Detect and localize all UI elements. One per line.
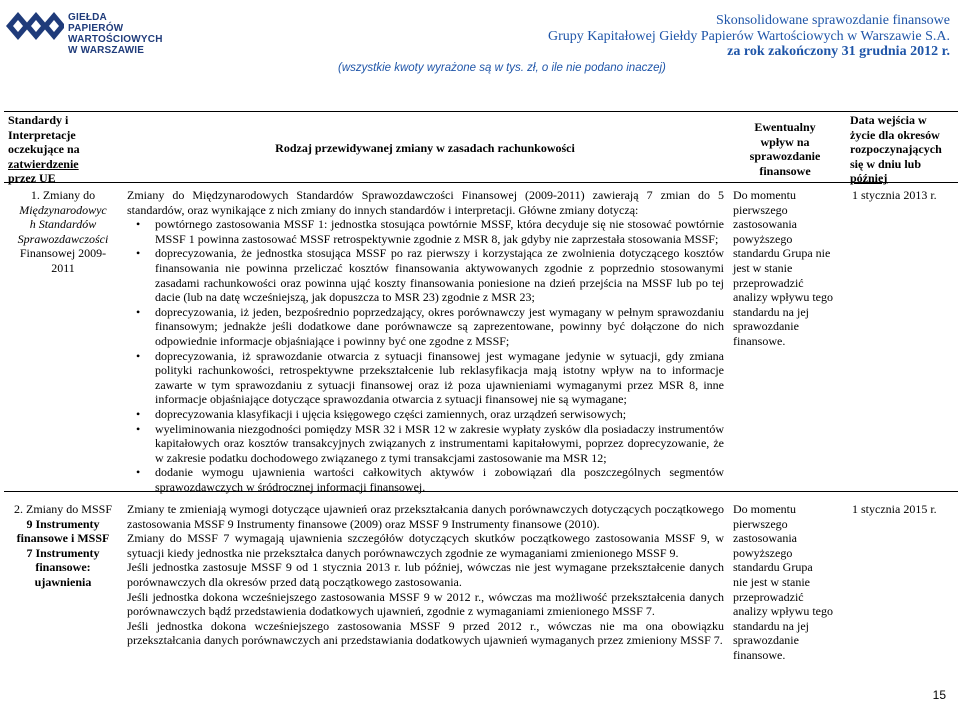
col-header-effective-date: Data wejścia w życie dla okresów rozpoczynających się w dniu lub później xyxy=(850,113,942,186)
list-item: • wyeliminowania niezgodności pomiędzy MSR 32 i MSR 12 w zakresie wypłaty zysków dla posiadaczy instrumentów kapitałowych oraz kosztów transakcyjnych związanych z instrumentami kapitałowymi, poprzez doprecyzowanie, że w zakresie podatku dochodowego związanego z tymi transakcjami zastosowanie ma MSR 12; xyxy=(155,422,724,466)
paragraph: Zmiany do MSSF 7 wymagają ujawnienia szczegółów dotyczących skutków początkowego zastosowania MSSF 9, w sytuacji kiedy jednostka nie przekształca danych porównawczych zgodnie ze wymaganiami zmienionego MSSF 9. xyxy=(127,531,724,560)
row1-change-description xyxy=(127,188,724,494)
gpw-logo-mark-icon xyxy=(4,4,64,48)
list-item: • doprecyzowania klasyfikacji i ujęcia księgowego części zamiennych, oraz urządzeń serwisowych; xyxy=(155,407,724,422)
row1-bullet-list xyxy=(127,217,724,494)
table-rule-header-bottom xyxy=(4,182,958,183)
paragraph: Jeśli jednostka dokona wcześniejszego zastosowania MSSF 9 przed 2012 r., wówczas nie ma ona obowiązku przekształcania danych porównawczych ani przedstawiania dodatkowych ujawnień wymaganych przez zmieniony MSSF 7. xyxy=(127,618,724,648)
logo-wordmark: GIEŁDA PAPIERÓW WARTOŚCIOWYCH W WARSZAWIE xyxy=(68,12,163,56)
row2-impact: Do momentu pierwszego zastosowania powyższego standardu Grupa nie jest w stanie przeprowadzić analizy wpływu tego standardu na jej sprawozdanie finansowe. xyxy=(733,502,833,662)
page-number: 15 xyxy=(932,688,946,702)
paragraph: Jeśli jednostka dokona wcześniejszego zastosowania MSSF 9 w 2012 r., wówczas ma możliwość przekształcenia danych porównawczych bądź przedstawienia dodatkowych ujawnień, zgodnie z wymaganiami zmienionego MSSF 7. xyxy=(127,589,724,619)
col-header-standards: Standardy i Interpretacje oczekujące na zatwierdzenie przez UE xyxy=(8,113,80,186)
row2-standard: 2. Zmiany do MSSF 9 Instrumenty finansowe i MSSF 7 Instrumenty finansowe: ujawnienia xyxy=(13,502,112,589)
paragraph: Jeśli jednostka zastosuje MSSF 9 od 1 stycznia 2013 r. lub później, wówczas nie jest wymagane przekształcenie danych porównawczych dla okresów przed datą początkowego zastosowania. xyxy=(127,560,724,589)
gpw-logo xyxy=(4,4,163,56)
list-item: • powtórnego zastosowania MSSF 1: jednostka stosująca powtórnie MSSF, która decyduje się nie stosować powtórnie MSSF 1 powinna zastosować MSSF retrospektywnie zgodnie z MSR 8, jak gdyby nie zaprzestała stosowania MSSF; xyxy=(155,217,724,246)
row2-effective-date: 1 stycznia 2015 r. xyxy=(852,502,937,516)
report-title-line2: Grupy Kapitałowej Giełdy Papierów Wartościowych w Warszawie S.A. xyxy=(548,28,950,44)
col-header-change: Rodzaj przewidywanej zmiany w zasadach rachunkowości xyxy=(275,141,575,155)
report-title-line3: za rok zakończony 31 grudnia 2012 r. xyxy=(727,44,950,59)
list-item: • doprecyzowania, że jednostka stosująca MSSF po raz pierwszy i korzystająca ze zwolnienia dotyczącego kosztów finansowania nie powinna przeliczać kosztów finansowania aktywowanych zgodnie z poprzednio stosowanymi zasadami rachunkowości oraz powinna ująć koszty finansowania poniesione na dzień przejścia na MSSF lub po tej dacie (lub na datę wcześniejszą, jak dopuszcza to MSR 23) zgodnie z MSR 23; xyxy=(155,246,724,304)
amounts-note: (wszystkie kwoty wyrażone są w tys. zł, o ile nie podano inaczej) xyxy=(338,62,666,74)
report-title-line1: Skonsolidowane sprawozdanie finansowe xyxy=(715,13,950,28)
list-item: • dodanie wymogu ujawnienia wartości całkowitych aktywów i zobowiązań dla poszczególnych segmentów sprawozdawczych w śródrocznej informacji finansowej. xyxy=(155,465,724,494)
report-title xyxy=(548,13,950,60)
col-header-impact: Ewentualny wpływ na sprawozdanie finansowe xyxy=(749,120,821,178)
row1-intro: Zmiany do Międzynarodowych Standardów Sprawozdawczości Finansowej (2009-2011) zawierają 7 zmian do 5 standardów, oraz wynikające z nich zmiany do innych standardów i interpretacji. Główne zmiany dotyczą: xyxy=(127,188,724,217)
paragraph: Zmiany te zmieniają wymogi dotyczące ujawnień oraz przekształcania danych porównawczych dotyczących początkowego zastosowania MSSF 9 Instrumenty finansowe (2009) oraz MSSF 9 Instrumenty finansowe (2010). xyxy=(127,502,724,531)
row2-change-description xyxy=(127,502,724,648)
row1-impact: Do momentu pierwszego zastosowania powyższego standardu Grupa nie jest w stanie przeprowadzić analizy wpływu tego standardu na jej sprawozdanie finansowe. xyxy=(733,188,833,348)
row1-effective-date: 1 stycznia 2013 r. xyxy=(852,188,937,202)
list-item: • doprecyzowania, iż sprawozdanie otwarcia z sytuacji finansowej jest wymagane jedynie w sytuacji, gdy zmiana polityki rachunkowości, retrospektywne przekształcenie lub reklasyfikacja mają istotny wpływ na to informacje zawarte w tym sprawozdaniu z sytuacji finansowej oraz iż poza ujawnieniami wymaganymi przez MSR 8, inne informacje objaśniające dotyczące sprawozdania otwarcia z sytuacji finansowej nie są wymagane; xyxy=(155,349,724,407)
list-item: • doprecyzowania, iż jeden, bezpośrednio poprzedzający, okres porównawczy jest wymagany w pełnym sprawozdaniu finansowym; jednakże jeśli dodatkowe dane porównawcze są zaprezentowane, powinny być dołączone do nich odpowiednie informacje objaśniające i powinny być one zgodne z MSSF; xyxy=(155,305,724,349)
table-rule-top xyxy=(4,111,958,112)
row1-standard: 1. Zmiany do Międzynarodowyc h Standardów Sprawozdawczości Finansowej 2009- 2011 xyxy=(17,188,109,275)
